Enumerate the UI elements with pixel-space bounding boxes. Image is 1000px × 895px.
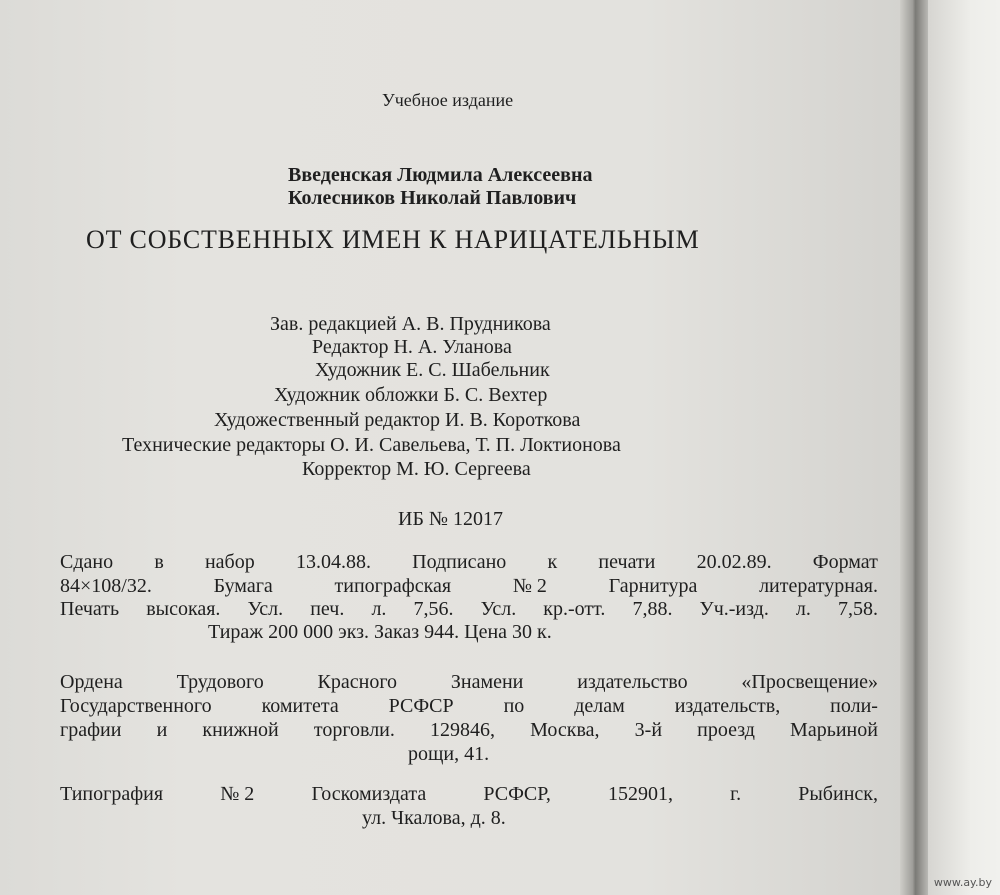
word: графии bbox=[60, 719, 122, 741]
word: Усл. bbox=[480, 598, 517, 620]
word: Рыбинск, bbox=[798, 783, 878, 805]
edition-type: Учебное издание bbox=[382, 90, 514, 110]
word: л. bbox=[795, 598, 811, 620]
author-1: Введенская Людмила Алексеевна bbox=[288, 164, 593, 186]
print-info-line-3 bbox=[60, 597, 878, 621]
word: и bbox=[156, 719, 168, 741]
credit-line: Технические редакторы О. И. Савельева, Т. П. Локтионова bbox=[122, 434, 621, 456]
print-info-line-2 bbox=[60, 574, 878, 598]
author-2: Колесников Николай Павлович bbox=[288, 187, 577, 209]
word: поли- bbox=[830, 695, 878, 717]
credit-line: Художник обложки Б. С. Вехтер bbox=[274, 384, 548, 406]
word: высокая. bbox=[146, 598, 221, 620]
book-gutter bbox=[900, 0, 928, 895]
word: книжной bbox=[202, 719, 279, 741]
printer-line-1 bbox=[60, 782, 878, 806]
word: набор bbox=[204, 551, 255, 573]
word: Трудового bbox=[176, 671, 264, 693]
word: г. bbox=[730, 783, 742, 805]
word: делам bbox=[574, 695, 625, 717]
word: литературная. bbox=[759, 575, 878, 597]
printer-line-2: ул. Чкалова, д. 8. bbox=[362, 807, 506, 829]
word: 7,56. bbox=[413, 598, 454, 620]
publisher-line-4: рощи, 41. bbox=[408, 743, 490, 765]
word: Формат bbox=[812, 551, 878, 573]
word: л. bbox=[371, 598, 387, 620]
print-info-line-1 bbox=[60, 550, 878, 574]
word: типографская bbox=[334, 575, 452, 597]
word: РСФСР, bbox=[483, 783, 551, 805]
word: к bbox=[547, 551, 558, 573]
word: Печать bbox=[60, 598, 120, 620]
word: Бумага bbox=[213, 575, 273, 597]
word: 84×108/32. bbox=[60, 575, 152, 597]
watermark: www.ay.by bbox=[933, 876, 992, 889]
word: Знамени bbox=[450, 671, 524, 693]
word: 7,88. bbox=[632, 598, 673, 620]
word: РСФСР bbox=[388, 695, 454, 717]
word: Сдано bbox=[60, 551, 114, 573]
credit-line: Корректор М. Ю. Сергеева bbox=[302, 458, 531, 480]
ib-number: ИБ № 12017 bbox=[398, 508, 504, 530]
word: по bbox=[503, 695, 525, 717]
adjacent-page bbox=[928, 0, 1000, 895]
word: 152901, bbox=[608, 783, 674, 805]
word: 20.02.89. bbox=[696, 551, 772, 573]
word: комитета bbox=[261, 695, 339, 717]
word: 129846, bbox=[430, 719, 495, 741]
word: издательств, bbox=[674, 695, 781, 717]
word: Ордена bbox=[60, 671, 123, 693]
credit-line: Художественный редактор И. В. Короткова bbox=[214, 409, 581, 431]
word: кр.-отт. bbox=[543, 598, 606, 620]
word: Усл. bbox=[247, 598, 284, 620]
word: Москва, bbox=[530, 719, 600, 741]
word: печ. bbox=[310, 598, 345, 620]
word: Подписано bbox=[412, 551, 507, 573]
word: Типография bbox=[60, 783, 164, 805]
credit-line: Художник Е. С. Шабельник bbox=[315, 359, 550, 381]
word: № 2 bbox=[220, 783, 255, 805]
word: издательство bbox=[577, 671, 688, 693]
word: Марьиной bbox=[790, 719, 878, 741]
publisher-line-3 bbox=[60, 718, 878, 742]
word: Государственного bbox=[60, 695, 212, 717]
word: 3-й bbox=[634, 719, 663, 741]
book-title: ОТ СОБСТВЕННЫХ ИМЕН К НАРИЦАТЕЛЬНЫМ bbox=[86, 225, 700, 254]
word: 13.04.88. bbox=[295, 551, 371, 573]
word: Госкомиздата bbox=[311, 783, 427, 805]
publisher-line-2 bbox=[60, 694, 878, 718]
word: 7,58. bbox=[837, 598, 878, 620]
credit-line: Зав. редакцией А. В. Прудникова bbox=[270, 313, 551, 335]
word: № 2 bbox=[512, 575, 547, 597]
word: Уч.-изд. bbox=[699, 598, 769, 620]
credit-line: Редактор Н. А. Уланова bbox=[312, 336, 512, 358]
word: проезд bbox=[697, 719, 755, 741]
publisher-line-1 bbox=[60, 670, 878, 694]
print-info-line-4: Тираж 200 000 экз. Заказ 944. Цена 30 к. bbox=[208, 621, 552, 643]
word: в bbox=[154, 551, 164, 573]
word: Красного bbox=[317, 671, 398, 693]
word: Гарнитура bbox=[608, 575, 698, 597]
word: «Просвещение» bbox=[741, 671, 878, 693]
word: торговли. bbox=[313, 719, 395, 741]
word: печати bbox=[598, 551, 656, 573]
